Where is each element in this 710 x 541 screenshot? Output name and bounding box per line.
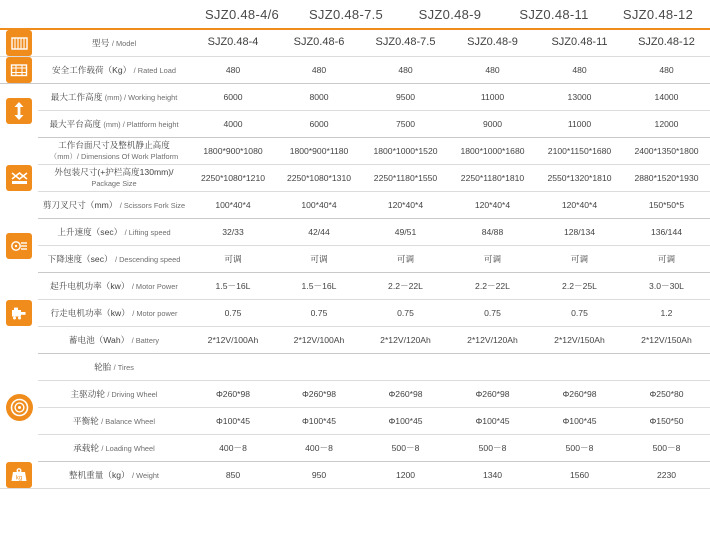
motor-icon xyxy=(6,300,32,326)
cell-value: 2.2－25L xyxy=(536,273,623,300)
cell-value xyxy=(536,354,623,381)
cell-value: 13000 xyxy=(536,84,623,111)
row-label-cn: 下降速度（sec） xyxy=(47,253,113,264)
row-label xyxy=(38,84,190,111)
cell-value: 2550*1320*1810 xyxy=(536,165,623,192)
row-label-en: / Lifting speed xyxy=(124,227,171,237)
cell-value: Φ100*45 xyxy=(536,408,623,435)
row-label-cn: 上升速度（sec） xyxy=(57,226,123,237)
cell-value: 400－8 xyxy=(190,435,276,462)
cell-value: Φ260*98 xyxy=(276,381,362,408)
row-label-en: （mm）/ Dimensions Of Work Platform xyxy=(49,152,179,161)
row-label xyxy=(38,300,190,327)
row-label-cn: 工作台面尺寸及整机静止高度 xyxy=(58,140,170,151)
row-label-en: / Battery xyxy=(131,335,160,345)
load-icon xyxy=(6,57,32,83)
cell-value: 9000 xyxy=(449,111,536,138)
cell-value: Φ100*45 xyxy=(276,408,362,435)
cell-value: 7500 xyxy=(362,111,449,138)
row-label xyxy=(38,381,190,408)
cell-value: 500－8 xyxy=(362,435,449,462)
row-label xyxy=(38,408,190,435)
row-label-cn: 外包装尺寸(+护栏高度130mm)/ xyxy=(54,167,174,178)
cell-value: 0.75 xyxy=(362,300,449,327)
table-row xyxy=(0,408,710,435)
cell-value: 1200 xyxy=(362,462,449,489)
header-model-4: SJZ0.48-11 xyxy=(519,6,589,22)
row-label-en: / Model xyxy=(111,38,137,48)
row-label xyxy=(38,192,190,219)
row-label-cn: 安全工作载荷（Kg） xyxy=(52,64,132,75)
row-label xyxy=(38,354,190,381)
cell-value: 12000 xyxy=(623,111,710,138)
cell-value: 2*12V/150Ah xyxy=(536,327,623,354)
cell-value: 3.0－30L xyxy=(623,273,710,300)
row-label-cn: 行走电机功率（kw） xyxy=(50,307,130,318)
cell-value: 1800*900*1080 xyxy=(190,138,276,165)
cell-value: 2*12V/100Ah xyxy=(190,327,276,354)
row-label-cn: 剪刀叉尺寸（mm） xyxy=(42,199,118,210)
cell-value: SJZ0.48-12 xyxy=(623,30,710,57)
spec-table xyxy=(0,30,710,489)
table-row xyxy=(0,327,710,354)
row-label-en: / Balance Wheel xyxy=(101,416,155,426)
cell-value: SJZ0.48-11 xyxy=(536,30,623,57)
cell-value: 6000 xyxy=(276,111,362,138)
platform-icon-cell xyxy=(0,30,38,57)
row-label xyxy=(38,165,190,192)
cell-value: 14000 xyxy=(623,84,710,111)
cell-value: 1800*1000*1520 xyxy=(362,138,449,165)
header-model-3: SJZ0.48-9 xyxy=(418,6,482,22)
table-row xyxy=(0,192,710,219)
cell-value: 100*40*4 xyxy=(276,192,362,219)
cell-value: 136/144 xyxy=(623,219,710,246)
table-row xyxy=(0,57,710,84)
tire-icon xyxy=(6,394,33,421)
cell-value: 2230 xyxy=(623,462,710,489)
spec-header-row xyxy=(0,0,710,30)
cell-value: 9500 xyxy=(362,84,449,111)
cell-value: Φ260*98 xyxy=(536,381,623,408)
row-label-cn: 承载轮 xyxy=(73,442,99,453)
table-row xyxy=(0,111,710,138)
cell-value: 850 xyxy=(190,462,276,489)
cell-value: SJZ0.48-7.5 xyxy=(362,30,449,57)
cell-value: 480 xyxy=(536,57,623,84)
cell-value: 可调 xyxy=(449,246,536,273)
cell-value: 84/88 xyxy=(449,219,536,246)
row-label xyxy=(38,57,190,84)
row-label-cn: 蓄电池（Wah） xyxy=(68,334,130,345)
cell-value: 120*40*4 xyxy=(449,192,536,219)
row-label xyxy=(38,219,190,246)
table-row xyxy=(0,435,710,462)
speed-icon-cell xyxy=(0,219,38,273)
row-label xyxy=(38,138,190,165)
cell-value: 可调 xyxy=(362,246,449,273)
cell-value: 950 xyxy=(276,462,362,489)
cell-value: 可调 xyxy=(623,246,710,273)
cell-value: 480 xyxy=(362,57,449,84)
row-label xyxy=(38,462,190,489)
cell-value: 120*40*4 xyxy=(536,192,623,219)
cell-value: 0.75 xyxy=(536,300,623,327)
cell-value: 480 xyxy=(190,57,276,84)
cell-value: SJZ0.48-6 xyxy=(276,30,362,57)
cell-value: 可调 xyxy=(190,246,276,273)
cell-value: Φ100*45 xyxy=(362,408,449,435)
height-icon-cell xyxy=(0,84,38,138)
table-row xyxy=(0,246,710,273)
cell-value: 120*40*4 xyxy=(362,192,449,219)
table-row xyxy=(0,462,710,489)
cell-value: Φ150*50 xyxy=(623,408,710,435)
cell-value: 2400*1350*1800 xyxy=(623,138,710,165)
cell-value: SJZ0.48-4 xyxy=(190,30,276,57)
load-icon-cell xyxy=(0,57,38,84)
platform-icon xyxy=(6,30,32,56)
cell-value: 1.5－16L xyxy=(276,273,362,300)
cell-value: 2*12V/120Ah xyxy=(449,327,536,354)
table-row xyxy=(0,219,710,246)
row-label-cn: 轮胎 xyxy=(94,361,112,372)
header-model-2: SJZ0.48-7.5 xyxy=(308,6,384,22)
cell-value: 500－8 xyxy=(623,435,710,462)
header-model-5: SJZ0.48-12 xyxy=(622,6,694,22)
cell-value: 32/33 xyxy=(190,219,276,246)
row-label-cn: 平衡轮 xyxy=(72,415,99,426)
cell-value: 11000 xyxy=(536,111,623,138)
cell-value: 2250*1180*1550 xyxy=(362,165,449,192)
row-label xyxy=(38,246,190,273)
cell-value: 4000 xyxy=(190,111,276,138)
row-label xyxy=(38,111,190,138)
cell-value: 1.2 xyxy=(623,300,710,327)
cell-value: Φ260*98 xyxy=(190,381,276,408)
table-row xyxy=(0,273,710,300)
cell-value: 2*12V/100Ah xyxy=(276,327,362,354)
cell-value xyxy=(190,354,276,381)
dimensions-icon-cell xyxy=(0,138,38,219)
row-label xyxy=(38,435,190,462)
cell-value: 1800*1000*1680 xyxy=(449,138,536,165)
cell-value: 2100*1150*1680 xyxy=(536,138,623,165)
row-label-en: / Descending speed xyxy=(114,254,181,264)
tire-icon-cell xyxy=(0,354,38,462)
cell-value: Φ250*80 xyxy=(623,381,710,408)
cell-value: 2.2－22L xyxy=(449,273,536,300)
cell-value: 2250*1080*1210 xyxy=(190,165,276,192)
cell-value: 480 xyxy=(276,57,362,84)
cell-value: Φ260*98 xyxy=(449,381,536,408)
cell-value: 500－8 xyxy=(449,435,536,462)
row-label-en: / Driving Wheel xyxy=(107,389,158,399)
cell-value: 6000 xyxy=(190,84,276,111)
cell-value: 49/51 xyxy=(362,219,449,246)
cell-value: 11000 xyxy=(449,84,536,111)
table-row xyxy=(0,300,710,327)
cell-value: 2250*1180*1810 xyxy=(449,165,536,192)
row-label-en: (mm) / Plattform height xyxy=(103,119,179,129)
table-row xyxy=(0,84,710,111)
weight-icon-cell xyxy=(0,462,38,489)
cell-value: 1800*900*1180 xyxy=(276,138,362,165)
cell-value: 2*12V/120Ah xyxy=(362,327,449,354)
cell-value xyxy=(276,354,362,381)
cell-value: 可调 xyxy=(276,246,362,273)
dimensions-icon xyxy=(6,165,32,191)
table-row xyxy=(0,138,710,165)
row-label-cn: 起升电机功率（kw） xyxy=(50,280,130,291)
cell-value: 2250*1080*1310 xyxy=(276,165,362,192)
height-icon xyxy=(6,98,32,124)
cell-value: 1.5－16L xyxy=(190,273,276,300)
table-row xyxy=(0,165,710,192)
cell-value: Φ260*98 xyxy=(362,381,449,408)
row-label xyxy=(38,30,190,57)
row-label-en: / Tires xyxy=(113,362,134,372)
row-label-en: / Loading Wheel xyxy=(101,443,155,453)
table-row xyxy=(0,30,710,57)
cell-value: 8000 xyxy=(276,84,362,111)
row-label xyxy=(38,273,190,300)
cell-value: 1560 xyxy=(536,462,623,489)
table-row xyxy=(0,381,710,408)
cell-value: Φ100*45 xyxy=(449,408,536,435)
cell-value: SJZ0.48-9 xyxy=(449,30,536,57)
row-label-en: (mm) / Working height xyxy=(104,92,178,102)
row-label-en: / Scissors Fork Size xyxy=(119,200,186,210)
row-label-cn: 主驱动轮 xyxy=(70,388,105,399)
row-label-cn: 最大平台高度 xyxy=(49,118,102,129)
cell-value xyxy=(623,354,710,381)
speed-icon xyxy=(6,233,32,259)
row-label-cn: 型号 xyxy=(91,37,110,48)
row-label-en: / Weight xyxy=(132,470,159,480)
row-label-en: / Motor Power xyxy=(131,281,178,291)
row-label-cn: 整机重量（kg） xyxy=(68,469,130,480)
cell-value: 150*50*5 xyxy=(623,192,710,219)
cell-value: 1340 xyxy=(449,462,536,489)
cell-value: 42/44 xyxy=(276,219,362,246)
row-label-en: Package Size xyxy=(91,179,137,188)
row-label xyxy=(38,327,190,354)
cell-value: 128/134 xyxy=(536,219,623,246)
spec-table-body xyxy=(0,30,710,489)
cell-value: 0.75 xyxy=(276,300,362,327)
cell-value xyxy=(449,354,536,381)
cell-value: 100*40*4 xyxy=(190,192,276,219)
cell-value: 2.2－22L xyxy=(362,273,449,300)
cell-value: 可调 xyxy=(536,246,623,273)
svg-text:kg: kg xyxy=(15,475,23,482)
cell-value: 0.75 xyxy=(449,300,536,327)
row-label-cn: 最大工作高度 xyxy=(50,91,103,102)
cell-value: 480 xyxy=(623,57,710,84)
cell-value xyxy=(362,354,449,381)
cell-value: 2880*1520*1930 xyxy=(623,165,710,192)
row-label-en: / Motor power xyxy=(132,308,178,318)
cell-value: Φ100*45 xyxy=(190,408,276,435)
motor-icon-cell xyxy=(0,273,38,354)
cell-value: 400－8 xyxy=(276,435,362,462)
header-model-1: SJZ0.48-4/6 xyxy=(204,6,280,22)
cell-value: 2*12V/150Ah xyxy=(623,327,710,354)
table-row xyxy=(0,354,710,381)
cell-value: 480 xyxy=(449,57,536,84)
row-label-en: / Rated Load xyxy=(133,65,176,75)
cell-value: 0.75 xyxy=(190,300,276,327)
cell-value: 500－8 xyxy=(536,435,623,462)
weight-icon xyxy=(6,462,32,488)
